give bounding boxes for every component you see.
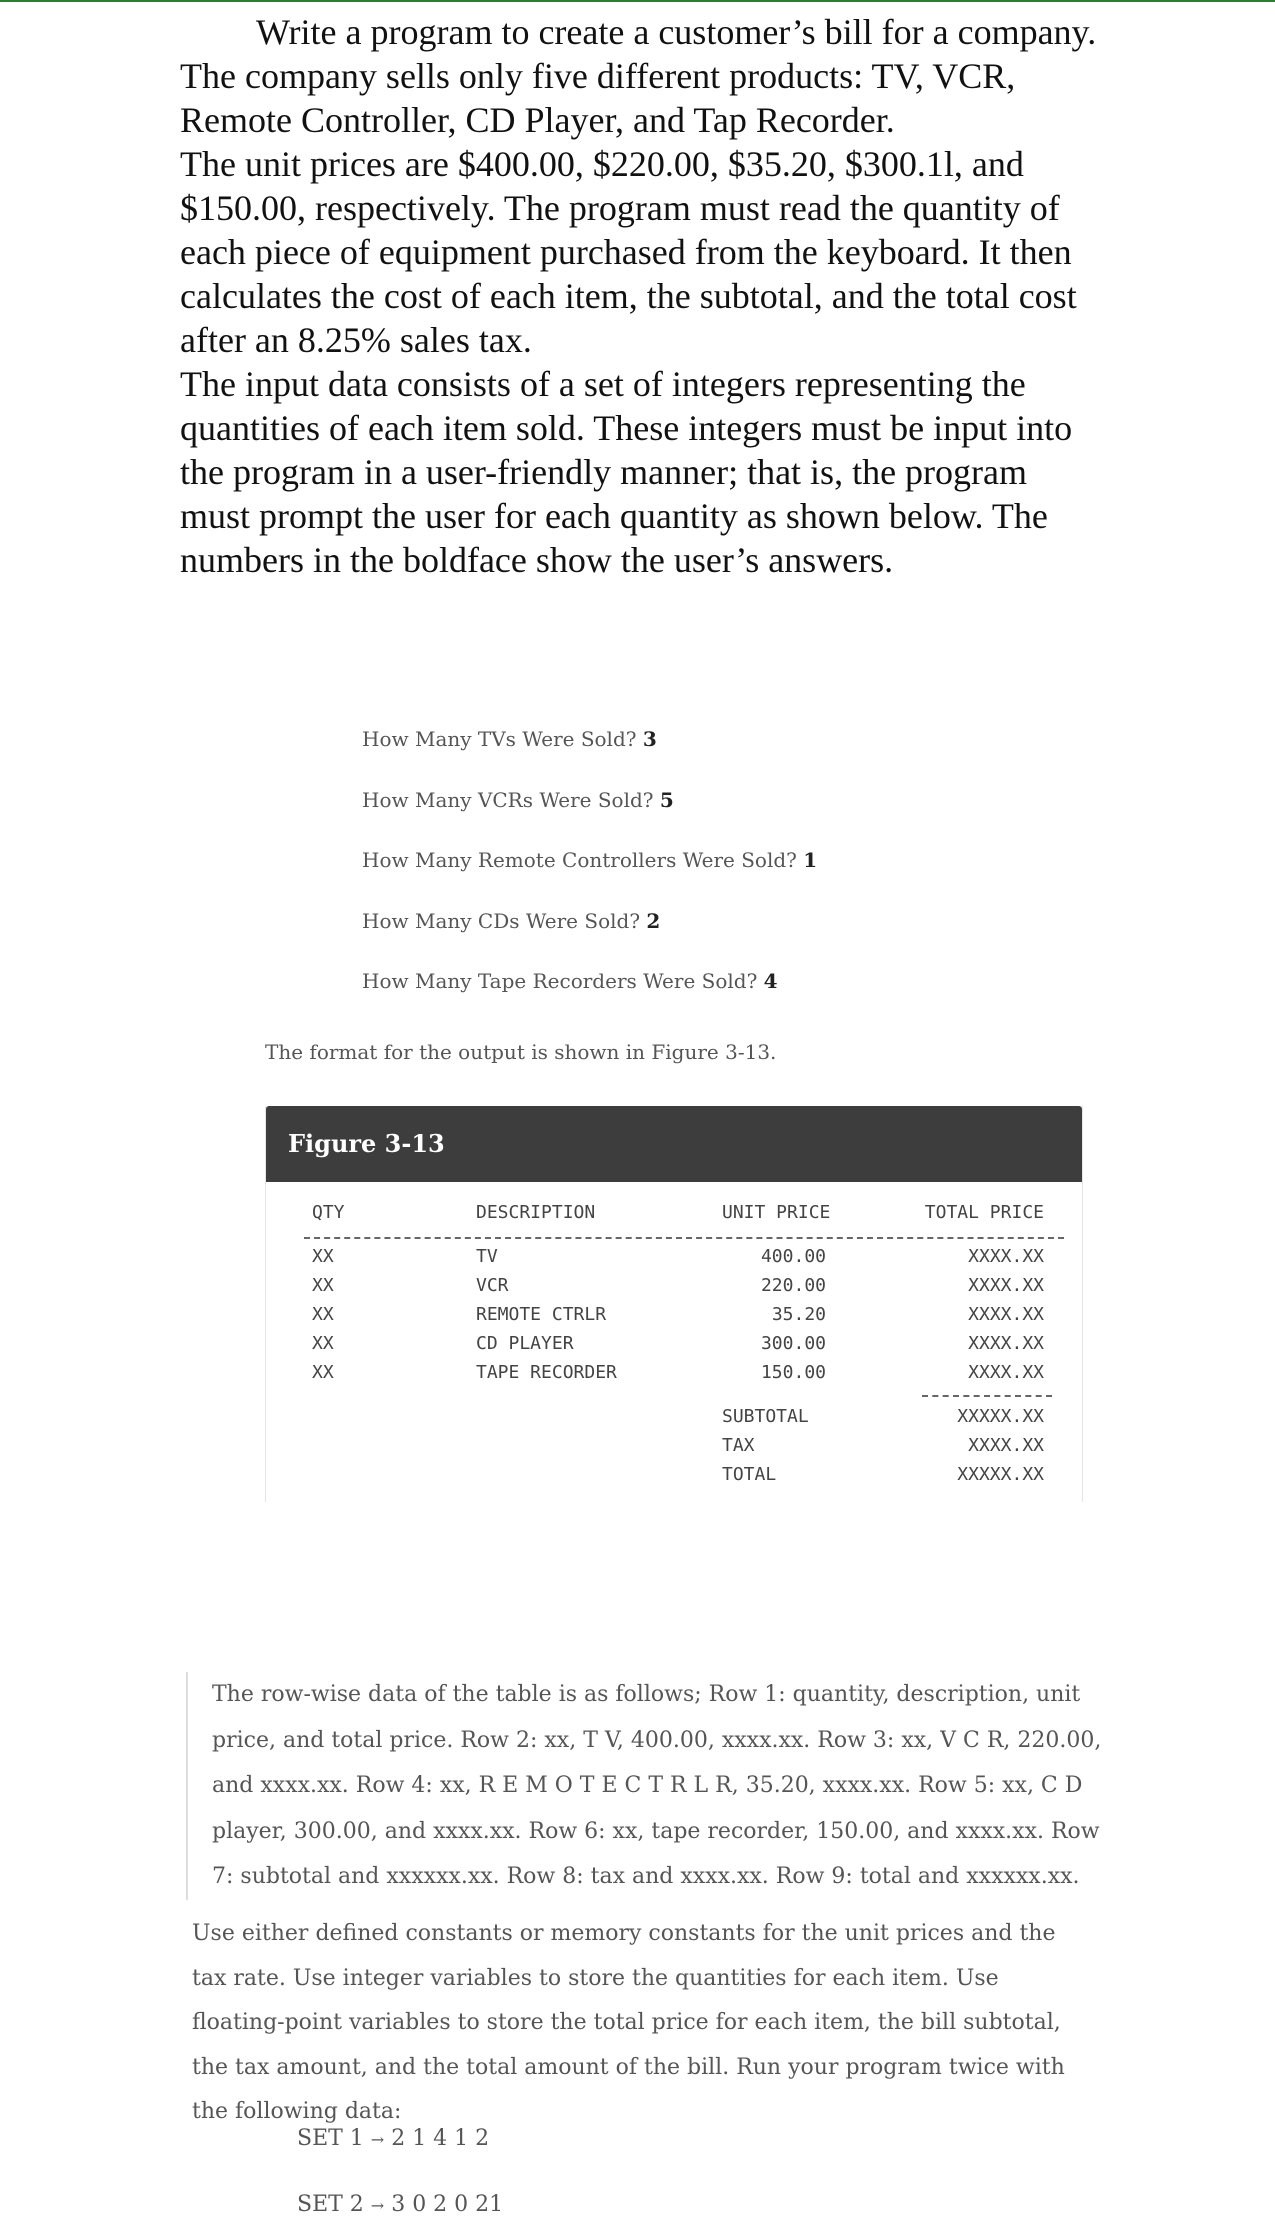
bill-format-table [266,1182,1082,1502]
problem-statement [180,10,1100,582]
row-unit-price: 150.00 [760,1362,826,1383]
prompt-question: How Many VCRs Were Sold? [362,787,660,812]
prompt-question: How Many CDs Were Sold? [362,908,647,933]
top-rule [0,0,1275,2]
row-unit-price: 400.00 [760,1246,826,1267]
row-qty: XX [312,1275,334,1296]
row-unit-price: 300.00 [760,1333,826,1354]
figure-title: Figure 3-13 [266,1106,1082,1182]
summary-value: XXXXX.XX [957,1406,1044,1427]
prompt-line [362,724,1062,785]
summary-label: SUBTOTAL [722,1406,809,1427]
row-description: TV [476,1246,498,1267]
summary-value: XXXX.XX [968,1435,1044,1456]
row-total-price: XXXX.XX [968,1246,1044,1267]
data-set-2 [297,2192,503,2217]
prompt-line [362,906,1062,967]
row-unit-price: 35.20 [771,1304,826,1325]
prompt-question: How Many TVs Were Sold? [362,727,643,751]
subtotal-divider [922,1395,1052,1397]
prompt-answer: 1 [803,848,818,872]
set-label: SET 1 [297,2126,364,2151]
row-total-price: XXXX.XX [968,1304,1044,1325]
prompt-line [362,845,1062,906]
row-description: VCR [476,1275,509,1296]
arrow-icon: → [370,2196,385,2215]
arrow-icon: → [370,2130,385,2149]
prompt-answer: 3 [642,727,657,751]
row-unit-price: 220.00 [760,1275,826,1296]
figure-3-13 [265,1106,1083,1502]
intro-paragraph-3: The input data consists of a set of integers representing the quantities of each item sold. These integers must be input into the program in a user-friendly manner; that is, the program must prompt the user for each quantity as shown below. The numbers in the boldface show the user’s answers. [180,364,1073,580]
prompt-answer: 4 [763,969,778,993]
row-description: CD PLAYER [476,1333,574,1354]
data-set-1 [297,2126,489,2151]
row-total-price: XXXX.XX [968,1275,1044,1296]
prompt-list [362,724,1062,1027]
row-qty: XX [312,1362,334,1383]
format-note: The format for the output is shown in Figure 3-13. [265,1040,777,1064]
row-total-price: XXXX.XX [968,1333,1044,1354]
summary-value: XXXXX.XX [957,1464,1044,1485]
summary-label: TOTAL [722,1464,777,1485]
instructions-paragraph: Use either defined constants or memory constants for the unit prices and the tax rate. Use integer variables to store the quantities for each item. Use floating-point variables to store the total price for each item, the bill subtotal, the tax amount, and the total amount of the bill. Run your program twice with the following data: [192,1921,1065,2124]
prompt-line [362,966,1062,1027]
header-qty: QTY [312,1202,345,1223]
prompt-question: How Many Remote Controllers Were Sold? [362,848,804,872]
set-values: 3 0 2 0 21 [391,2192,504,2217]
prompt-question: How Many Tape Recorders Were Sold? [362,969,764,993]
row-qty: XX [312,1333,334,1354]
header-description: DESCRIPTION [476,1202,596,1223]
header-unit-price: UNIT PRICE [722,1202,831,1223]
set-values: 2 1 4 1 2 [391,2126,490,2151]
row-qty: XX [312,1304,334,1325]
header-divider [304,1237,1064,1239]
table-description-note: The row-wise data of the table is as follows; Row 1: quantity, description, unit price, and total price. Row 2: xx, T V, 400.00, xxxx.xx. Row 3: xx, V C R, 220.00, and xxxx.xx. Row 4: xx, R E M O T E C T R L R, 35.20, xxxx.xx. Row 5: xx, C D player, 300.00, and xxxx.xx. Row 6: xx, tape recorder, 150.00, and xxxx.xx. Row 7: subtotal and xxxxxx.xx. Row 8: tax and xxxx.xx. Row 9: total and xxxxxx.xx. [186,1672,1102,1900]
row-description: TAPE RECORDER [476,1362,617,1383]
intro-paragraph-1: Write a program to create a customer’s bill for a company. The company sells only five different products: TV, VCR, Remote Controller, CD Player, and Tap Recorder. [180,12,1097,140]
prompt-line [362,785,1062,846]
prompt-answer: 2 [646,908,661,933]
summary-label: TAX [722,1435,755,1456]
prompt-answer: 5 [659,787,674,812]
intro-paragraph-2: The unit prices are $400.00, $220.00, $35.20, $300.1l, and $150.00, respectively. The program must read the quantity of each piece of equipment purchased from the keyboard. It then calculates the cost of each item, the subtotal, and the total cost after an 8.25% sales tax. [180,144,1077,360]
row-description: REMOTE CTRLR [476,1304,607,1325]
row-qty: XX [312,1246,334,1267]
set-label: SET 2 [297,2192,364,2217]
header-total-price: TOTAL PRICE [924,1202,1044,1223]
row-total-price: XXXX.XX [968,1362,1044,1383]
